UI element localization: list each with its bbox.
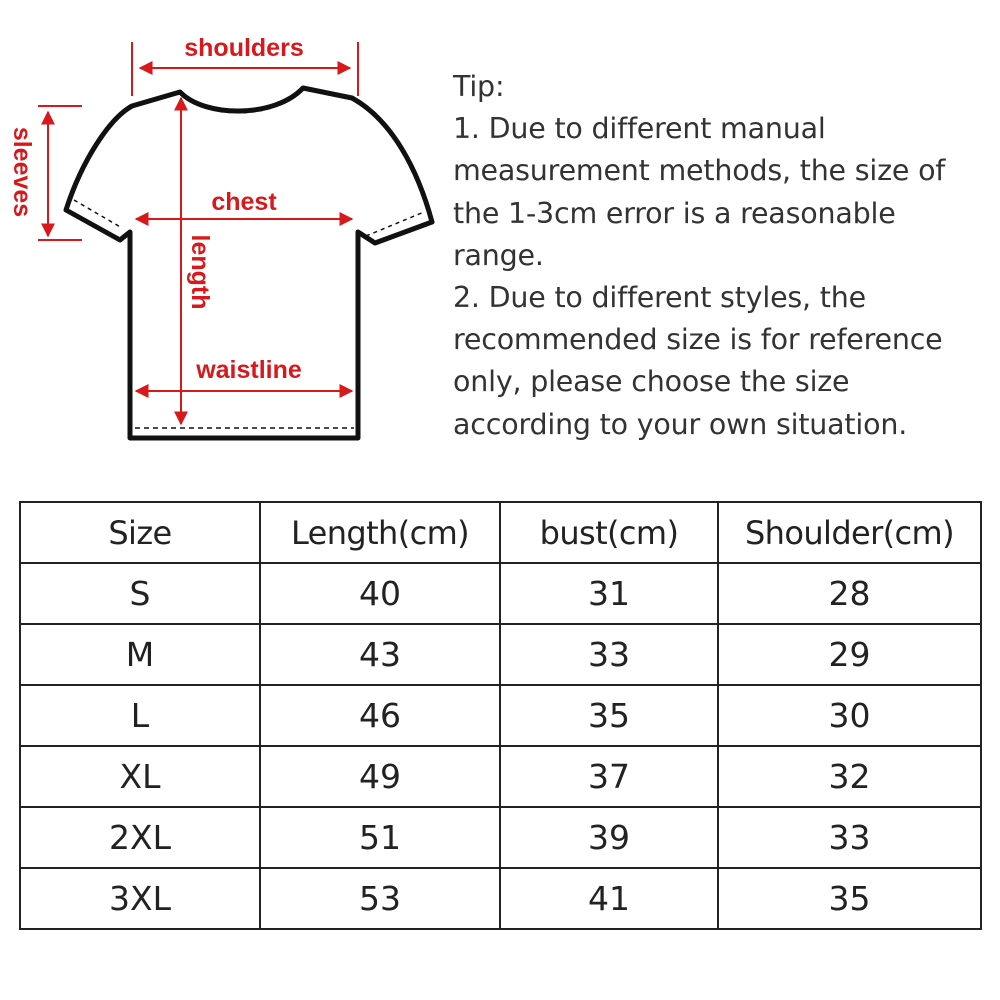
cell-bust: 39 xyxy=(500,807,718,868)
cell-length: 49 xyxy=(260,746,500,807)
tshirt-measurement-diagram xyxy=(0,0,440,460)
label-length: length xyxy=(186,234,214,310)
cell-size: XL xyxy=(20,746,260,807)
cell-length: 51 xyxy=(260,807,500,868)
cell-length: 46 xyxy=(260,685,500,746)
tip-line: range. xyxy=(453,238,544,272)
header-length: Length(cm) xyxy=(260,502,500,563)
header-size: Size xyxy=(20,502,260,563)
cell-size: 2XL xyxy=(20,807,260,868)
cell-bust: 37 xyxy=(500,746,718,807)
tip-line: according to your own situation. xyxy=(453,407,908,441)
cell-bust: 31 xyxy=(500,563,718,624)
tip-line: measurement methods, the size of xyxy=(453,154,946,188)
cell-size: L xyxy=(20,685,260,746)
tip-line: 1. Due to different manual xyxy=(453,112,826,146)
tip-line: only, please choose the size xyxy=(453,365,850,399)
header-shoulder: Shoulder(cm) xyxy=(718,502,981,563)
table-row xyxy=(20,563,981,624)
tip-line: recommended size is for reference xyxy=(453,323,943,357)
table-row xyxy=(20,807,981,868)
cell-bust: 33 xyxy=(500,624,718,685)
header-bust: bust(cm) xyxy=(500,502,718,563)
cell-shoulder: 33 xyxy=(718,807,981,868)
cell-shoulder: 30 xyxy=(718,685,981,746)
table-row xyxy=(20,685,981,746)
cell-bust: 41 xyxy=(500,868,718,929)
cell-shoulder: 35 xyxy=(718,868,981,929)
label-shoulders: shoulders xyxy=(184,34,304,62)
table-row xyxy=(20,746,981,807)
tip-line: 2. Due to different styles, the xyxy=(453,281,866,315)
tshirt-outline xyxy=(66,88,432,438)
label-chest: chest xyxy=(211,188,277,216)
cell-size: 3XL xyxy=(20,868,260,929)
cell-shoulder: 32 xyxy=(718,746,981,807)
cell-length: 53 xyxy=(260,868,500,929)
cell-size: M xyxy=(20,624,260,685)
cell-length: 43 xyxy=(260,624,500,685)
cell-shoulder: 28 xyxy=(718,563,981,624)
cell-bust: 35 xyxy=(500,685,718,746)
tip-heading: Tip: xyxy=(453,70,505,103)
cell-size: S xyxy=(20,563,260,624)
size-chart-table xyxy=(19,501,982,930)
label-waistline: waistline xyxy=(196,356,302,384)
tip-text xyxy=(453,66,993,446)
cell-length: 40 xyxy=(260,563,500,624)
table-header-row xyxy=(20,502,981,563)
label-sleeves: sleeves xyxy=(8,126,36,218)
cell-shoulder: 29 xyxy=(718,624,981,685)
tip-line: the 1-3cm error is a reasonable xyxy=(453,196,896,230)
table-row xyxy=(20,624,981,685)
table-row xyxy=(20,868,981,929)
